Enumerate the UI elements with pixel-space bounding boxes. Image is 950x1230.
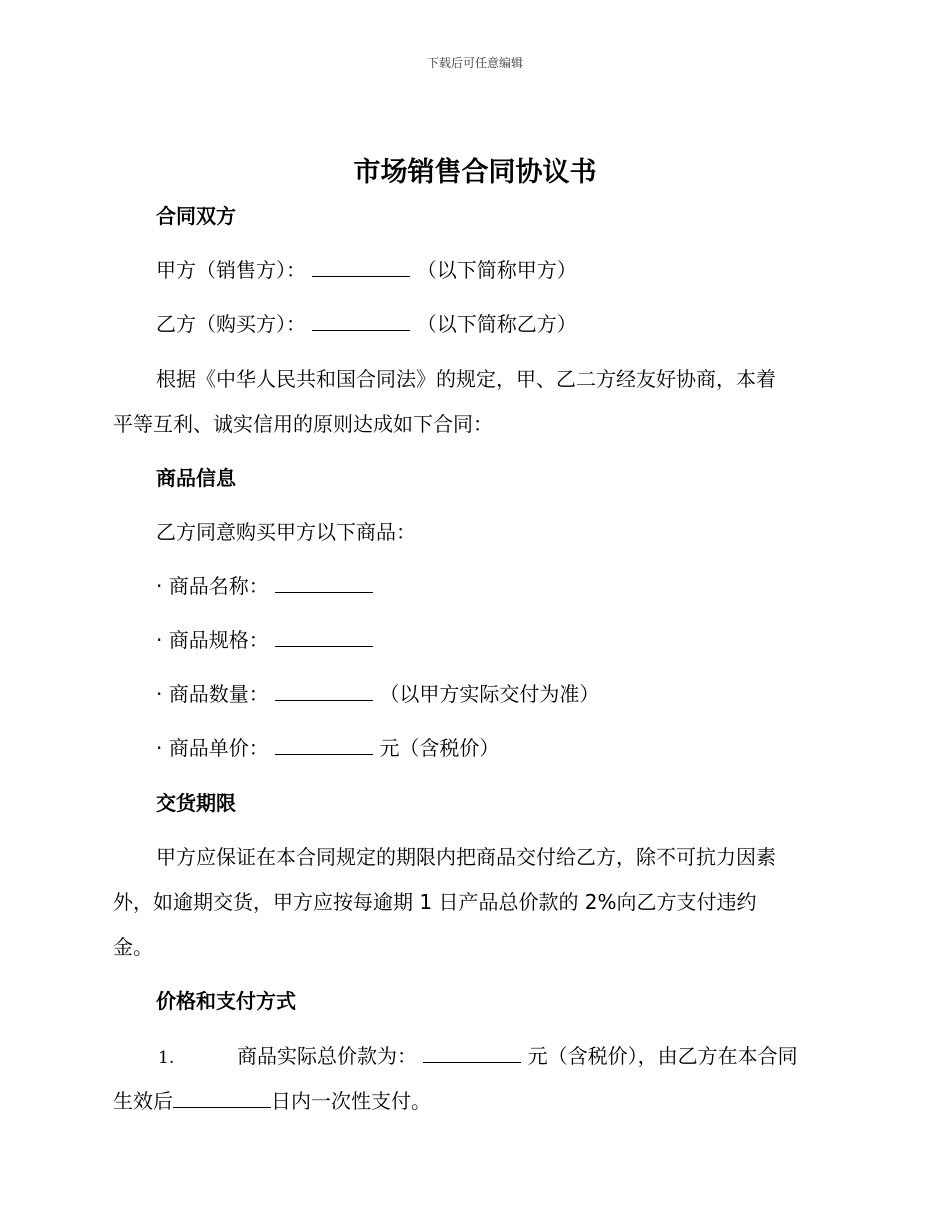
section-heading-payment: 价格和支付方式 (156, 989, 296, 1013)
goods-price-line (156, 732, 499, 761)
payment-days-suffix: 日内一次性支付。 (271, 1089, 431, 1113)
intro-paragraph-line-2: 平等互利、诚实信用的原则达成如下合同： (113, 412, 493, 436)
section-heading-parties: 合同双方 (156, 204, 236, 228)
goods-price-label: · 商品单价： (156, 736, 269, 760)
goods-quantity-blank[interactable] (275, 682, 373, 701)
goods-spec-label: · 商品规格： (156, 628, 269, 652)
payment-item-1-number: 1. (158, 1048, 175, 1068)
party-a-line (156, 254, 577, 283)
goods-quantity-label: · 商品数量： (156, 682, 269, 706)
party-b-line (156, 308, 577, 337)
section-heading-goods: 商品信息 (156, 466, 236, 490)
party-b-blank[interactable] (312, 312, 410, 331)
party-a-suffix: （以下简称甲方） (416, 258, 577, 282)
payment-days-prefix: 生效后 (113, 1089, 173, 1113)
goods-price-blank[interactable] (275, 736, 373, 755)
delivery-paragraph-line-3: 金。 (113, 935, 153, 959)
goods-name-label: · 商品名称： (156, 574, 269, 598)
goods-intro: 乙方同意购买甲方以下商品： (156, 520, 416, 544)
payment-days-blank[interactable] (173, 1089, 271, 1108)
payment-total-label: 商品实际总价款为： (236, 1044, 417, 1068)
party-a-blank[interactable] (312, 258, 410, 277)
goods-name-blank[interactable] (275, 574, 373, 593)
payment-item-1-line-2 (113, 1085, 431, 1114)
payment-item-1-line-1 (158, 1040, 798, 1069)
party-a-label: 甲方（销售方）： (156, 258, 306, 282)
section-heading-delivery: 交货期限 (156, 791, 236, 815)
payment-total-suffix: 元（含税价），由乙方在本合同 (527, 1044, 798, 1068)
intro-paragraph-line-1: 根据《中华人民共和国合同法》的规定，甲、乙二方经友好协商，本着 (156, 367, 776, 391)
delivery-paragraph-line-2: 外，如逾期交货，甲方应按每逾期 1 日产品总价款的 2%向乙方支付违约 (113, 890, 757, 914)
party-b-suffix: （以下简称乙方） (416, 312, 577, 336)
goods-name-line (156, 570, 373, 599)
goods-spec-line (156, 624, 373, 653)
goods-spec-blank[interactable] (275, 628, 373, 647)
goods-quantity-line (156, 678, 599, 707)
party-b-label: 乙方（购买方）： (156, 312, 306, 336)
page-header-note: 下载后可任意编辑 (426, 56, 523, 70)
goods-price-suffix: 元（含税价） (379, 736, 500, 760)
goods-quantity-suffix: （以甲方实际交付为准） (379, 682, 600, 706)
document-title: 市场销售合同协议书 (353, 157, 597, 188)
delivery-paragraph-line-1: 甲方应保证在本合同规定的期限内把商品交付给乙方，除不可抗力因素 (156, 845, 776, 869)
payment-total-blank[interactable] (423, 1044, 521, 1063)
